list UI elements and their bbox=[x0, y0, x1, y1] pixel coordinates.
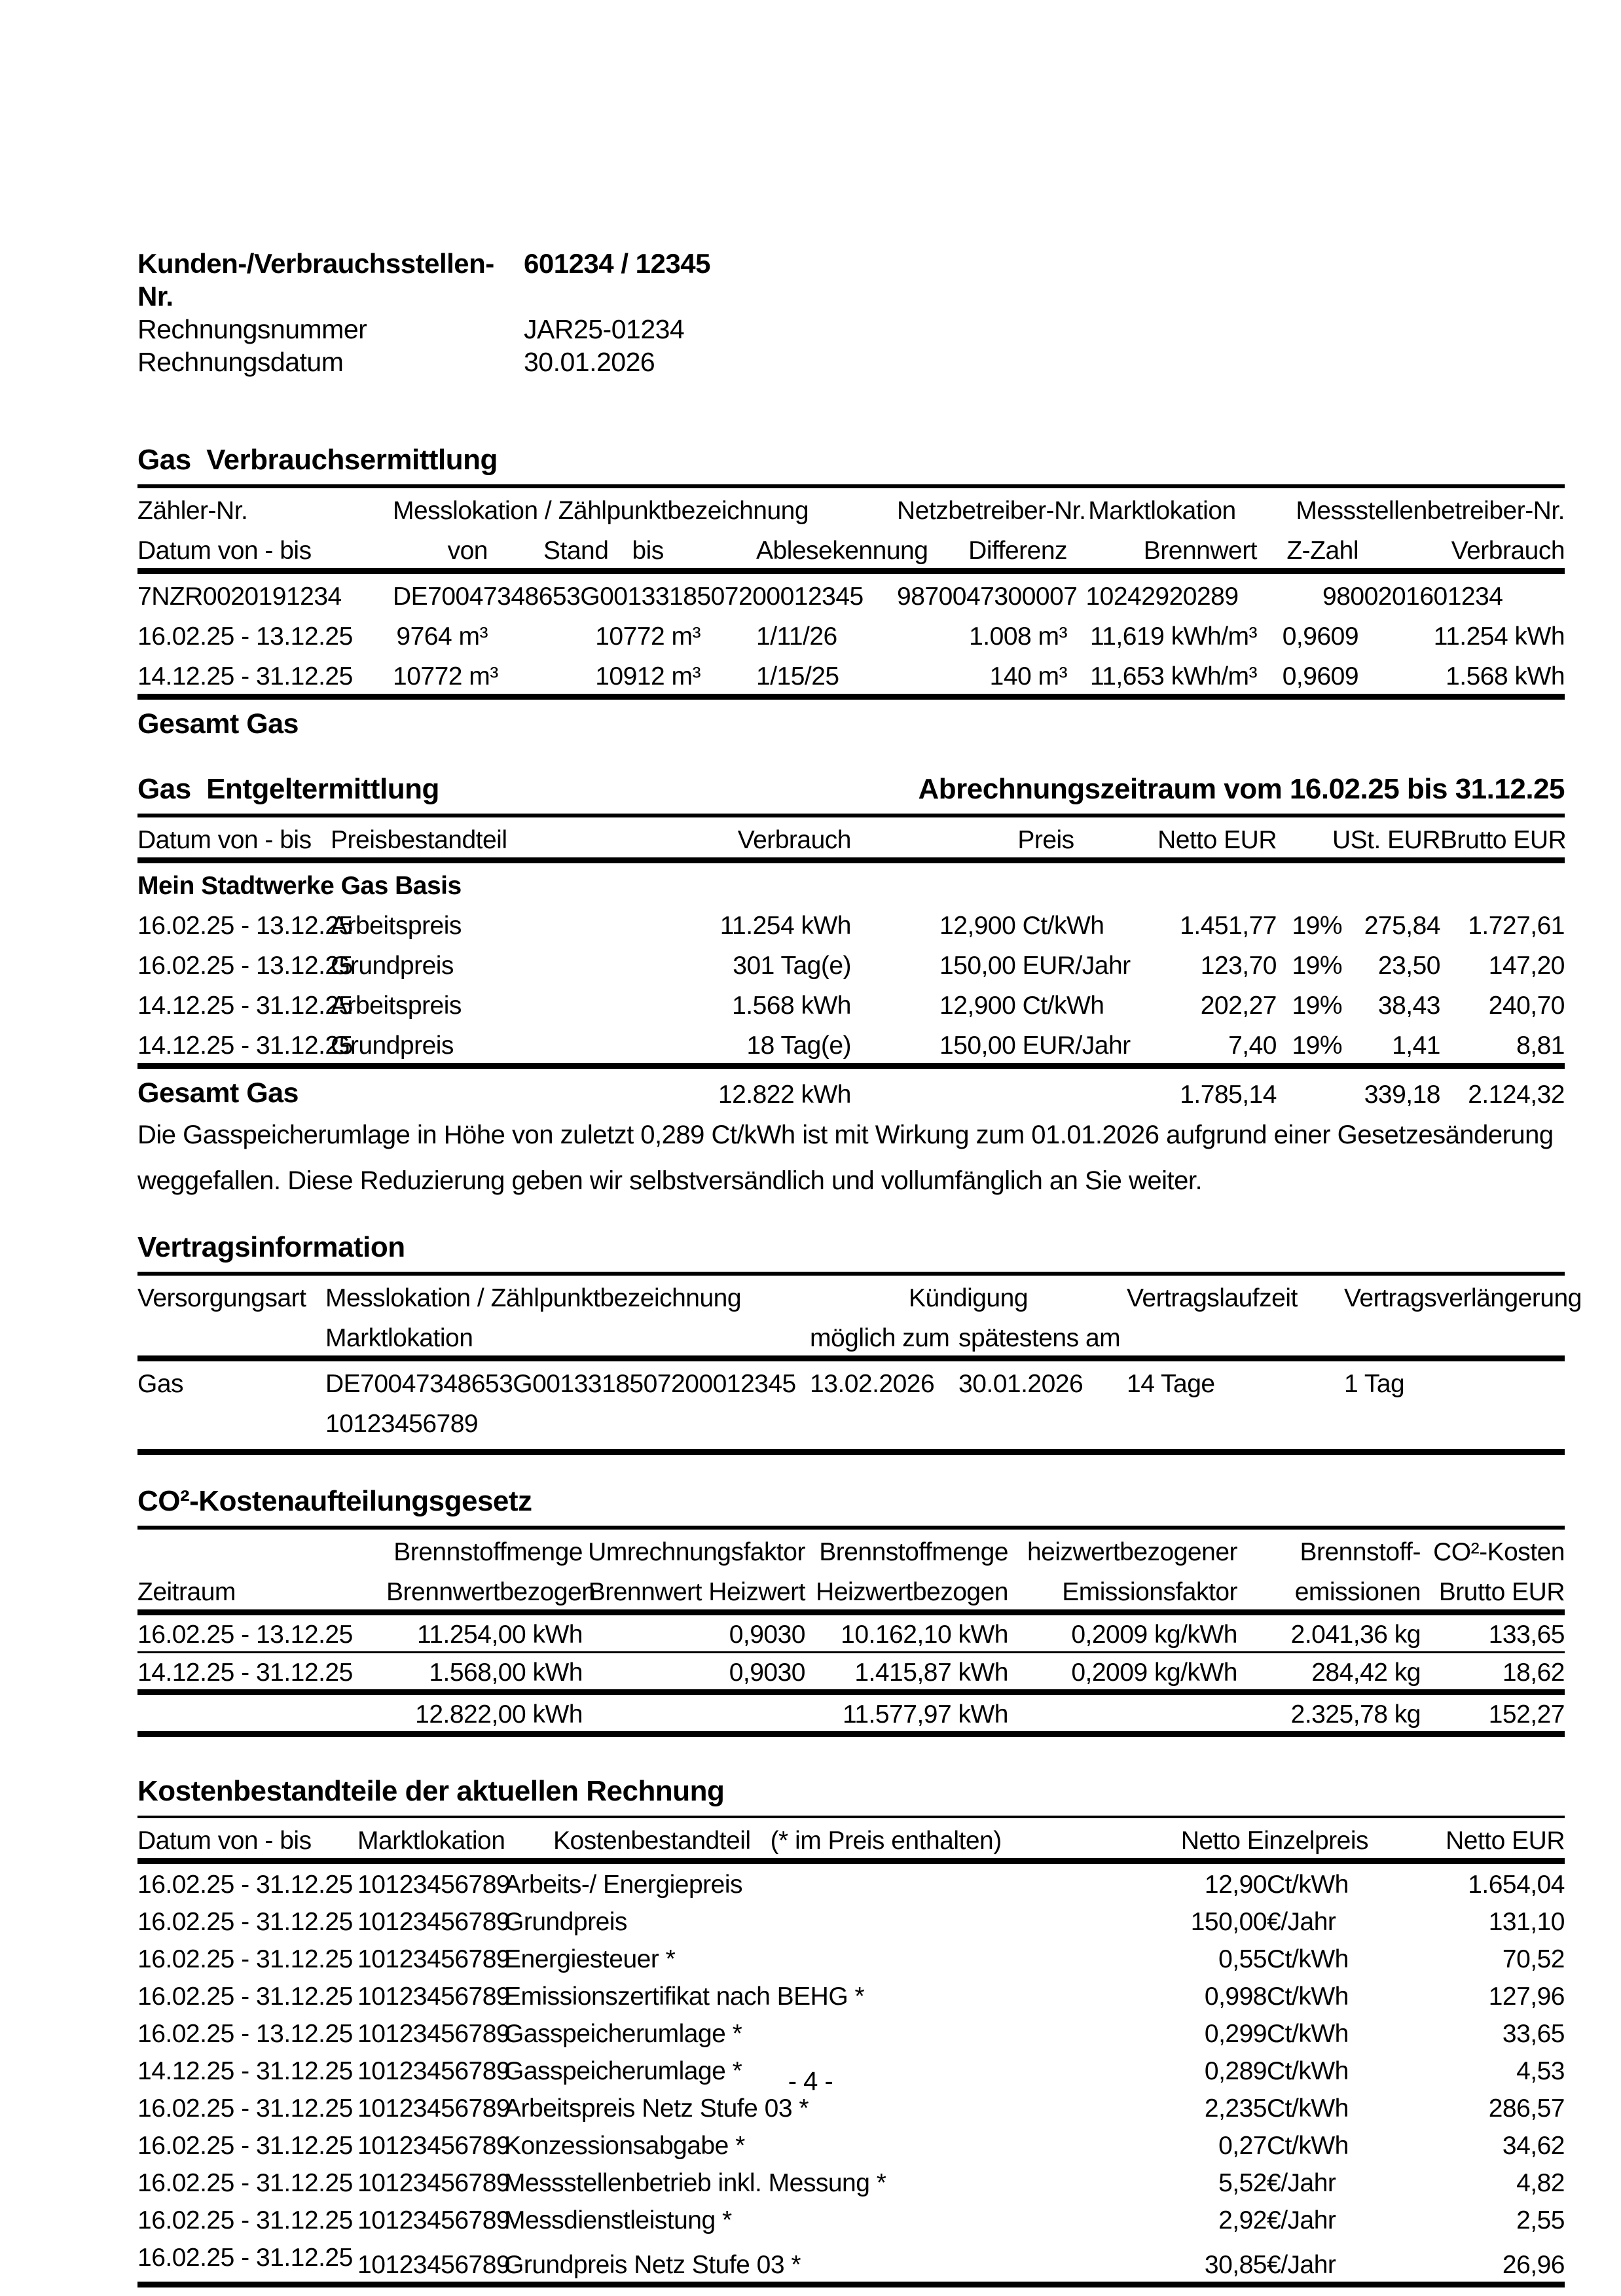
netto-eur: 286,57 bbox=[1488, 2094, 1565, 2123]
invoice-meta bbox=[137, 247, 1565, 378]
col-marktlokation: Marktlokation bbox=[325, 1324, 473, 1352]
unit: €/Jahr bbox=[1267, 1908, 1336, 1936]
empty-cell bbox=[1127, 1401, 1344, 1452]
col-von: von bbox=[447, 537, 488, 565]
reading-row bbox=[137, 614, 1565, 654]
col-z-zahl: Z-Zahl bbox=[1286, 537, 1359, 565]
price: 12,900 Ct/kWh bbox=[939, 992, 1104, 1020]
consumption-total-row bbox=[137, 697, 1565, 744]
cost-component: Emissionszertifikat nach BEHG * bbox=[504, 1982, 865, 2011]
date-range: 14.12.25 - 31.12.25 bbox=[137, 2057, 353, 2085]
unit-price: 0,998 bbox=[1204, 1982, 1267, 2011]
cost-component: Messdienstleistung * bbox=[504, 2206, 732, 2234]
date-range: 16.02.25 - 31.12.25 bbox=[137, 2206, 353, 2234]
empty-cell bbox=[137, 1530, 386, 1570]
col-heizwertbezogen: Heizwertbezogen bbox=[816, 1578, 1008, 1606]
price-component: Arbeitspreis bbox=[331, 912, 462, 940]
co2-cost: 18,62 bbox=[1502, 1659, 1565, 1687]
marktlokation-value: 10242920289 bbox=[1085, 583, 1239, 611]
price-component: Arbeitspreis bbox=[331, 992, 462, 1020]
date-range: 16.02.25 - 31.12.25 bbox=[137, 1908, 353, 1936]
charge-row bbox=[137, 1023, 1565, 1066]
col-spaetestens-am: spätestens am bbox=[958, 1324, 1121, 1352]
date-range: 16.02.25 - 31.12.25 bbox=[137, 2094, 353, 2123]
brennwert-value: 11,653 kWh/m³ bbox=[1089, 662, 1258, 691]
vat-eur: 1,41 bbox=[1392, 1031, 1440, 1060]
charges-total-row bbox=[137, 1066, 1565, 1113]
unit-price: 0,27 bbox=[1218, 2132, 1267, 2160]
invoice-content bbox=[137, 247, 1582, 2287]
cost-row bbox=[137, 2200, 1565, 2237]
total-netto: 1.785,14 bbox=[1180, 1081, 1277, 1109]
invoice-number-value: JAR25-01234 bbox=[524, 314, 685, 344]
marktlokation-value: 10123456789 bbox=[357, 1908, 511, 1936]
vat-rate: 19% bbox=[1292, 912, 1342, 940]
empty-cell bbox=[1344, 1401, 1565, 1452]
col-kuendigung: Kündigung bbox=[909, 1284, 1029, 1312]
price-component: Grundpreis bbox=[331, 952, 454, 980]
empty-cell bbox=[1008, 1693, 1237, 1734]
customer-number-label: Kunden-/Verbrauchsstellen-Nr. bbox=[137, 248, 494, 312]
col-verbrauch: Verbrauch bbox=[1451, 537, 1565, 565]
emissions: 2.041,36 kg bbox=[1290, 1621, 1421, 1649]
page-number: - 4 - bbox=[788, 2067, 833, 2096]
vat-eur: 23,50 bbox=[1377, 952, 1440, 980]
verbrauch-value: 1.568 kWh bbox=[1446, 662, 1565, 691]
empty-cell bbox=[1127, 1316, 1344, 1359]
col-moeglich-zum: möglich zum bbox=[810, 1324, 950, 1352]
col-netto-eur: Netto EUR bbox=[1446, 1827, 1565, 1855]
col-netzbetreiber-nr: Netzbetreiber-Nr. bbox=[897, 497, 1086, 525]
reading-von: 10772 m³ bbox=[393, 662, 498, 691]
invoice-date-value: 30.01.2026 bbox=[524, 347, 655, 377]
price-component: Grundpreis bbox=[331, 1031, 454, 1060]
marktlokation-value: 10123456789 bbox=[325, 1410, 479, 1438]
consumption-header-row-1 bbox=[137, 488, 1565, 528]
fuel-amount-net: 1.415,87 kWh bbox=[854, 1659, 1008, 1687]
cost-component: Energiesteuer * bbox=[504, 1945, 676, 1973]
col-ablesekennung: Ablesekennung bbox=[756, 537, 928, 565]
co2-row bbox=[137, 1653, 1565, 1693]
total-vat: 339,18 bbox=[1364, 1081, 1440, 1109]
consumption: 11.254 kWh bbox=[719, 912, 851, 940]
col-heizwertbezogener: heizwertbezogener bbox=[1027, 1538, 1237, 1566]
differenz-value: 140 m³ bbox=[989, 662, 1068, 691]
unit: Ct/kWh bbox=[1267, 1982, 1349, 2011]
co2-row bbox=[137, 1613, 1565, 1653]
total-fuel-net: 11.577,97 kWh bbox=[843, 1700, 1008, 1729]
vat-rate: 19% bbox=[1292, 952, 1342, 980]
brutto-eur: 1.727,61 bbox=[1468, 912, 1565, 940]
col-brennwert: Brennwert bbox=[1143, 537, 1258, 565]
netto-eur: 2,55 bbox=[1516, 2206, 1565, 2234]
date-range: 16.02.25 - 31.12.25 bbox=[137, 2244, 353, 2272]
unit: Ct/kWh bbox=[1267, 2094, 1349, 2123]
billing-period: Abrechnungszeitraum vom 16.02.25 bis 31.12.25 bbox=[918, 773, 1565, 805]
col-brutto-eur: Brutto EUR bbox=[1440, 826, 1567, 854]
empty-cell bbox=[137, 1316, 325, 1359]
col-kostenbestandteil-label: Kostenbestandteil bbox=[553, 1827, 751, 1855]
ablesekennung-value: 1/15/25 bbox=[756, 662, 839, 691]
vat-rate: 19% bbox=[1292, 992, 1342, 1020]
messlokation-value: DE70047348653G0013318507200012345 bbox=[325, 1370, 796, 1398]
date-range: 16.02.25 - 31.12.25 bbox=[137, 1982, 353, 2011]
consumption: 1.568 kWh bbox=[732, 992, 851, 1020]
unit: €/Jahr bbox=[1267, 2251, 1336, 2279]
date-range: 16.02.25 - 13.12.25 bbox=[137, 1621, 353, 1649]
col-zeitraum: Zeitraum bbox=[137, 1578, 236, 1606]
unit-price: 5,52 bbox=[1218, 2169, 1267, 2197]
customer-number-value: 601234 / 12345 bbox=[524, 248, 710, 279]
col-umrechnungsfaktor: Umrechnungsfaktor bbox=[588, 1538, 805, 1566]
consumption-header-row-2 bbox=[137, 528, 1565, 571]
col-zaehler-nr: Zähler-Nr. bbox=[137, 497, 248, 525]
cost-row bbox=[137, 1976, 1565, 2013]
price: 150,00 EUR/Jahr bbox=[939, 1031, 1131, 1060]
cost-component: Arbeitspreis Netz Stufe 03 * bbox=[504, 2094, 809, 2123]
col-marktlokation: Marktlokation bbox=[357, 1827, 505, 1855]
date-range: 16.02.25 - 13.12.25 bbox=[137, 952, 353, 980]
col-preisbestandteil: Preisbestandteil bbox=[331, 826, 507, 854]
reading-von: 9764 m³ bbox=[396, 622, 488, 651]
col-messlokation: Messlokation / Zählpunktbezeichnung bbox=[393, 497, 809, 525]
contract-row bbox=[137, 1359, 1565, 1402]
co2-cost: 133,65 bbox=[1488, 1621, 1565, 1649]
netto-eur: 34,62 bbox=[1502, 2132, 1565, 2160]
charges-title-row bbox=[137, 773, 1565, 817]
marktlokation-value: 10123456789 bbox=[357, 1982, 511, 2011]
consumption-table bbox=[137, 488, 1565, 743]
col-brennwert-heizwert: Brennwert Heizwert bbox=[588, 1578, 805, 1606]
empty-cell bbox=[1344, 1316, 1565, 1359]
cost-row bbox=[137, 2125, 1565, 2162]
empty-cell bbox=[137, 1401, 325, 1452]
marktlokation-value: 10123456789 bbox=[357, 1945, 511, 1973]
total-fuel-gross: 12.822,00 kWh bbox=[415, 1700, 583, 1729]
tariff-name: Mein Stadtwerke Gas Basis bbox=[137, 872, 462, 900]
empty-cell bbox=[958, 1401, 1127, 1452]
date-range: 16.02.25 - 31.12.25 bbox=[137, 1871, 353, 1899]
col-marktlokation: Marktlokation bbox=[1088, 497, 1236, 525]
reading-row bbox=[137, 654, 1565, 697]
contract-section bbox=[137, 1231, 1582, 1455]
charges-header-row bbox=[137, 817, 1565, 861]
differenz-value: 1.008 m³ bbox=[969, 622, 1068, 651]
consumption: 18 Tag(e) bbox=[746, 1031, 851, 1060]
tariff-group-row bbox=[137, 861, 1565, 904]
col-datum-von-bis: Datum von - bis bbox=[137, 1827, 312, 1855]
total-consumption: 12.822 kWh bbox=[718, 1081, 851, 1109]
cost-row bbox=[137, 1861, 1565, 1902]
marktlokation-value: 10123456789 bbox=[357, 2251, 511, 2279]
cost-row bbox=[137, 1901, 1565, 1939]
cost-component: Gasspeicherumlage * bbox=[504, 2020, 742, 2048]
vat-rate: 19% bbox=[1292, 1031, 1342, 1060]
cost-row bbox=[137, 2013, 1565, 2051]
cost-component: Konzessionsabgabe * bbox=[504, 2132, 745, 2160]
col-differenz: Differenz bbox=[968, 537, 1068, 565]
col-vertragslaufzeit: Vertragslaufzeit bbox=[1127, 1284, 1298, 1312]
reading-bis: 10912 m³ bbox=[595, 662, 701, 691]
contract-row-2 bbox=[137, 1401, 1565, 1452]
invoice-date-label: Rechnungsdatum bbox=[137, 347, 344, 377]
col-kostenbestandteil bbox=[504, 1818, 1113, 1861]
verbrauch-value: 11.254 kWh bbox=[1433, 622, 1565, 651]
date-range: 14.12.25 - 31.12.25 bbox=[137, 1659, 353, 1687]
emission-factor: 0,2009 kg/kWh bbox=[1071, 1659, 1237, 1687]
col-stand-bis bbox=[488, 528, 701, 571]
col-versorgungsart: Versorgungsart bbox=[137, 1284, 306, 1312]
col-ust-eur: USt. EUR bbox=[1332, 826, 1440, 854]
unit: Ct/kWh bbox=[1267, 1945, 1349, 1973]
col-emissionen: emissionen bbox=[1294, 1578, 1421, 1606]
empty-cell bbox=[810, 1401, 958, 1452]
empty-cell bbox=[583, 1693, 805, 1734]
netto-eur: 4,82 bbox=[1516, 2169, 1565, 2197]
section-title-charges: Gas Entgeltermittlung bbox=[137, 773, 439, 805]
marktlokation-value: 10123456789 bbox=[357, 2094, 511, 2123]
co2-table bbox=[137, 1530, 1565, 1737]
z-zahl-value: 0,9609 bbox=[1282, 662, 1359, 691]
section-title-contract: Vertragsinformation bbox=[137, 1231, 1565, 1276]
unit-price: 0,289 bbox=[1204, 2057, 1267, 2085]
total-emissions: 2.325,78 kg bbox=[1290, 1700, 1421, 1729]
co2-total-row bbox=[137, 1693, 1565, 1734]
ablesekennung-value: 1/11/26 bbox=[756, 622, 837, 651]
vat-eur: 38,43 bbox=[1377, 992, 1440, 1020]
price: 12,900 Ct/kWh bbox=[939, 912, 1104, 940]
empty-cell bbox=[137, 1693, 386, 1734]
unit-price: 0,299 bbox=[1204, 2020, 1267, 2048]
date-range: 16.02.25 - 31.12.25 bbox=[137, 1945, 353, 1973]
col-datum-von-bis: Datum von - bis bbox=[137, 826, 312, 854]
date-range: 16.02.25 - 31.12.25 bbox=[137, 2169, 353, 2197]
co2-section bbox=[137, 1485, 1565, 1737]
col-netto-eur: Netto EUR bbox=[1157, 826, 1277, 854]
col-bis: bis bbox=[632, 537, 664, 565]
charges-table bbox=[137, 817, 1565, 1112]
gas-consumption-section bbox=[137, 444, 1565, 743]
termination-latest: 30.01.2026 bbox=[958, 1370, 1084, 1398]
contract-header-row-1 bbox=[137, 1276, 1565, 1316]
date-range: 16.02.25 - 13.12.25 bbox=[137, 912, 353, 940]
section-title-consumption: Gas Verbrauchsermittlung bbox=[137, 444, 1565, 488]
netto-eur: 4,53 bbox=[1516, 2057, 1565, 2085]
cost-component: Messstellenbetrieb inkl. Messung * bbox=[504, 2169, 886, 2197]
empty-cell bbox=[851, 1066, 1152, 1113]
col-netto-einzelpreis: Netto Einzelpreis bbox=[1180, 1827, 1368, 1855]
section-title-cost-components: Kostenbestandteile der aktuellen Rechnung bbox=[137, 1775, 1565, 1818]
col-included-note: (* im Preis enthalten) bbox=[770, 1827, 1002, 1855]
netto-eur: 7,40 bbox=[1228, 1031, 1277, 1060]
charge-row bbox=[137, 983, 1565, 1023]
brutto-eur: 147,20 bbox=[1488, 952, 1565, 980]
col-brennwertbezogen: Brennwertbezogen bbox=[386, 1578, 596, 1606]
date-range: 16.02.25 - 31.12.25 bbox=[137, 2132, 353, 2160]
date-range: 14.12.25 - 31.12.25 bbox=[137, 992, 353, 1020]
col-brennstoffmenge-brennwert: Brennstoffmenge bbox=[393, 1538, 583, 1566]
netto-eur: 127,96 bbox=[1488, 1982, 1565, 2011]
emission-factor: 0,2009 kg/kWh bbox=[1071, 1621, 1237, 1649]
netto-eur: 202,27 bbox=[1200, 992, 1277, 1020]
contract-extension: 1 Tag bbox=[1344, 1370, 1405, 1398]
cost-row bbox=[137, 2237, 1565, 2285]
marktlokation-value: 10123456789 bbox=[357, 2206, 511, 2234]
unit: €/Jahr bbox=[1267, 2206, 1336, 2234]
unit-price: 30,85 bbox=[1204, 2251, 1267, 2279]
date-range: 14.12.25 - 31.12.25 bbox=[137, 1031, 353, 1060]
section-title-co2: CO²-Kostenaufteilungsgesetz bbox=[137, 1485, 1565, 1530]
col-messstellenbetreiber-nr: Messstellenbetreiber-Nr. bbox=[1296, 497, 1565, 525]
fuel-amount-gross: 11.254,00 kWh bbox=[417, 1621, 583, 1649]
cost-row bbox=[137, 1939, 1565, 1976]
unit-price: 12,90 bbox=[1204, 1871, 1267, 1899]
marktlokation-value: 10123456789 bbox=[357, 2169, 511, 2197]
col-emissionsfaktor: Emissionsfaktor bbox=[1062, 1578, 1237, 1606]
charge-row bbox=[137, 903, 1565, 943]
date-range: 14.12.25 - 31.12.25 bbox=[137, 662, 353, 691]
invoice-number-label: Rechnungsnummer bbox=[137, 314, 367, 344]
cost-component: Grundpreis bbox=[504, 1908, 627, 1936]
cost-component: Gasspeicherumlage * bbox=[504, 2057, 742, 2085]
marktlokation-value: 10123456789 bbox=[357, 2057, 511, 2085]
marktlokation-value: 10123456789 bbox=[357, 1871, 511, 1899]
emissions: 284,42 kg bbox=[1311, 1659, 1421, 1687]
col-verbrauch: Verbrauch bbox=[737, 826, 851, 854]
col-messlokation: Messlokation / Zählpunktbezeichnung bbox=[325, 1284, 742, 1312]
netto-eur: 123,70 bbox=[1200, 952, 1277, 980]
netto-eur: 33,65 bbox=[1502, 2020, 1565, 2048]
consumption: 301 Tag(e) bbox=[733, 952, 851, 980]
brennwert-value: 11,619 kWh/m³ bbox=[1089, 622, 1258, 651]
reading-bis: 10772 m³ bbox=[595, 622, 701, 651]
total-label: Gesamt Gas bbox=[137, 1077, 299, 1109]
cost-component: Arbeits-/ Energiepreis bbox=[504, 1871, 742, 1899]
total-co2-cost: 152,27 bbox=[1488, 1700, 1565, 1729]
fuel-amount-net: 10.162,10 kWh bbox=[841, 1621, 1008, 1649]
netto-eur: 70,52 bbox=[1502, 1945, 1565, 1973]
unit-price: 2,235 bbox=[1204, 2094, 1267, 2123]
date-range: 16.02.25 - 13.12.25 bbox=[137, 622, 353, 651]
col-brutto-eur: Brutto EUR bbox=[1438, 1578, 1565, 1606]
z-zahl-value: 0,9609 bbox=[1282, 622, 1359, 651]
total-label: Gesamt Gas bbox=[137, 708, 299, 740]
vat-eur: 275,84 bbox=[1364, 912, 1440, 940]
netto-eur: 1.654,04 bbox=[1468, 1871, 1565, 1899]
unit: Ct/kWh bbox=[1267, 2132, 1349, 2160]
cost-row bbox=[137, 2162, 1565, 2200]
unit: Ct/kWh bbox=[1267, 2020, 1349, 2048]
messlokation-value: DE70047348653G0013318507200012345 bbox=[393, 583, 864, 611]
unit-price: 0,55 bbox=[1218, 1945, 1267, 1973]
co2-header-row-2 bbox=[137, 1570, 1565, 1613]
netto-eur: 131,10 bbox=[1488, 1908, 1565, 1936]
termination-possible: 13.02.2026 bbox=[810, 1370, 935, 1398]
cost-component: Grundpreis Netz Stufe 03 * bbox=[504, 2251, 801, 2279]
date-range: 16.02.25 - 13.12.25 bbox=[137, 2020, 353, 2048]
messstellenbetreiber-value: 9800201601234 bbox=[1322, 583, 1503, 611]
gas-charges-section bbox=[137, 773, 1565, 1112]
total-brutto: 2.124,32 bbox=[1468, 1081, 1565, 1109]
charge-row bbox=[137, 943, 1565, 983]
brutto-eur: 8,81 bbox=[1516, 1031, 1565, 1060]
meter-identification-row bbox=[137, 571, 1565, 615]
fuel-amount-gross: 1.568,00 kWh bbox=[429, 1659, 583, 1687]
contract-header-row-2 bbox=[137, 1316, 1565, 1359]
unit-price: 150,00 bbox=[1190, 1908, 1267, 1936]
conversion-factor: 0,9030 bbox=[729, 1621, 805, 1649]
cost-components-section bbox=[137, 1775, 1565, 2287]
supply-type: Gas bbox=[137, 1370, 184, 1398]
gas-storage-levy-note: Die Gasspeicherumlage in Höhe von zuletzt 0,289 Ct/kWh ist mit Wirkung zum 01.01.2026 aufgrund einer Gesetzesänderung weggefallen. Diese Reduzierung geben wir selbstversändlich und vollumfänglich an Sie weiter. bbox=[137, 1121, 1554, 1195]
contract-table bbox=[137, 1276, 1582, 1455]
brutto-eur: 240,70 bbox=[1488, 992, 1565, 1020]
netto-eur: 26,96 bbox=[1502, 2251, 1565, 2279]
unit: Ct/kWh bbox=[1267, 1871, 1349, 1899]
netto-eur: 1.451,77 bbox=[1180, 912, 1277, 940]
unit-price: 2,92 bbox=[1218, 2206, 1267, 2234]
col-co2-kosten: CO²-Kosten bbox=[1433, 1538, 1565, 1566]
unit: Ct/kWh bbox=[1267, 2057, 1349, 2085]
cost-components-table bbox=[137, 1818, 1565, 2287]
unit: €/Jahr bbox=[1267, 2169, 1336, 2197]
empty-cell bbox=[1277, 1066, 1342, 1113]
price: 150,00 EUR/Jahr bbox=[939, 952, 1131, 980]
marktlokation-value: 10123456789 bbox=[357, 2132, 511, 2160]
netzbetreiber-value: 9870047300007 bbox=[897, 583, 1078, 611]
col-stand: Stand bbox=[543, 537, 609, 565]
col-brennstoffmenge-heizwert: Brennstoffmenge bbox=[819, 1538, 1008, 1566]
cost-components-header-row bbox=[137, 1818, 1565, 1861]
marktlokation-value: 10123456789 bbox=[357, 2020, 511, 2048]
co2-header-row-1 bbox=[137, 1530, 1565, 1570]
contract-duration: 14 Tage bbox=[1127, 1370, 1215, 1398]
col-datum-von-bis: Datum von - bis bbox=[137, 537, 312, 565]
conversion-factor: 0,9030 bbox=[729, 1659, 805, 1687]
col-preis: Preis bbox=[1017, 826, 1074, 854]
col-vertragsverlaengerung: Vertragsverlängerung bbox=[1344, 1284, 1582, 1312]
meter-number: 7NZR0020191234 bbox=[137, 583, 342, 611]
col-brennstoff: Brennstoff- bbox=[1300, 1538, 1421, 1566]
